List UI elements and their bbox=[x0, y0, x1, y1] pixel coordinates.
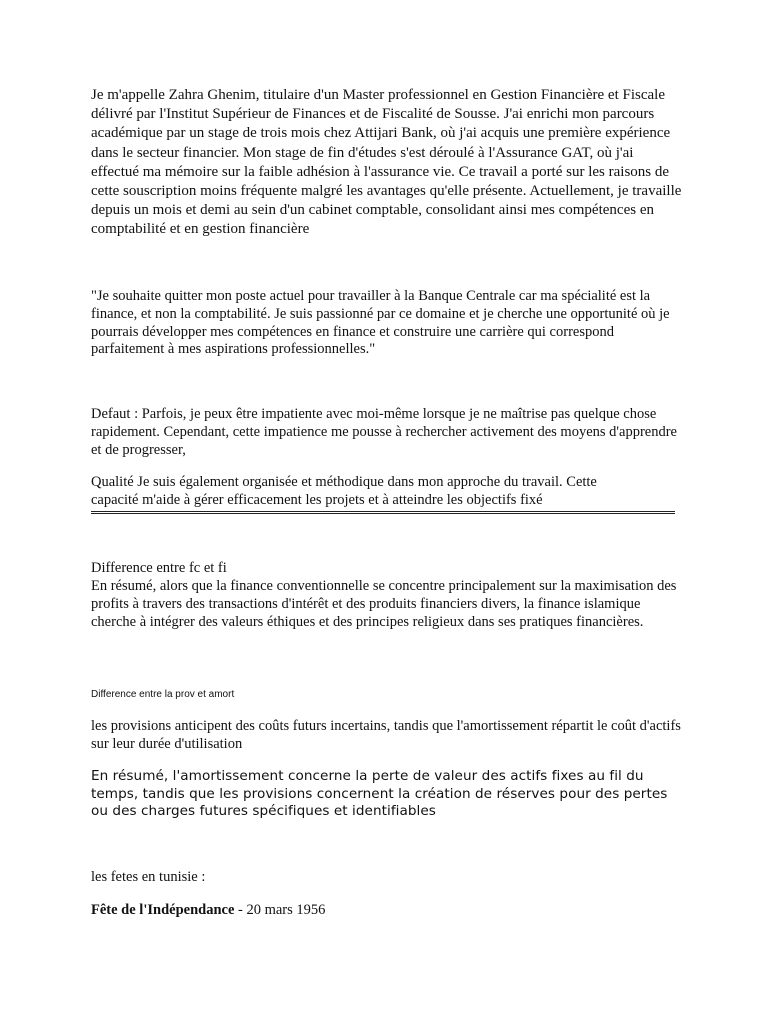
defaut-paragraph: Defaut : Parfois, je peux être impatiente avec moi-même lorsque je ne maîtrise pas quelque chose rapidement. Cependant, cette impatience me pousse à rechercher activement des moyens d'apprendre et de progresser, bbox=[91, 406, 677, 458]
fete-date: - 20 mars 1956 bbox=[234, 902, 326, 918]
prov-amort-heading: Difference entre la prov et amort bbox=[91, 689, 235, 700]
fete-item bbox=[91, 902, 685, 920]
qualite-line-1: Qualité Je suis également organisée et méthodique dans mon approche du travail. Cette bbox=[91, 474, 597, 490]
fete-name: Fête de l'Indépendance bbox=[91, 902, 235, 918]
qualite-paragraph bbox=[91, 474, 685, 514]
motivation-quote-paragraph: "Je souhaite quitter mon poste actuel pour travailler à la Banque Centrale car ma spécialité est la finance, et non la comptabilité. Je suis passionné par ce domaine et je cherche une opportunité où je pourrais développer mes compétences en finance et construire une carrière qui correspond parfaitement à mes aspirations professionnelles." bbox=[91, 288, 670, 358]
fc-fi-heading: Difference entre fc et fi bbox=[91, 560, 227, 576]
fc-fi-paragraph: En résumé, alors que la finance conventionnelle se concentre principalement sur la maximisation des profits à travers des transactions d'intérêt et des produits financiers divers, la finance islamique cherche à intégrer des valeurs éthiques et des principes religieux dans ses pratiques financières. bbox=[91, 578, 677, 630]
qualite-line-2: capacité m'aide à gérer efficacement les projets et à atteindre les objectifs fixé bbox=[91, 492, 675, 514]
amort-summary-paragraph: En résumé, l'amortissement concerne la perte de valeur des actifs fixes au fil du temps, tandis que les provisions concernent la création de réserves pour des pertes ou des charges futures spécifiques et identifiables bbox=[91, 768, 668, 819]
prov-amort-paragraph: les provisions anticipent des coûts futurs incertains, tandis que l'amortissement répartit le coût d'actifs sur leur durée d'utilisation bbox=[91, 718, 681, 752]
intro-paragraph: Je m'appelle Zahra Ghenim, titulaire d'un Master professionnel en Gestion Financière et Fiscale délivré par l'Institut Supérieur de Finances et de Fiscalité de Sousse. J'ai enrichi mon parcours académique par un stage de trois mois chez Attijari Bank, où j'ai acquis une première expérience dans le secteur financier. Mon stage de fin d'études s'est déroulé à l'Assurance GAT, où j'ai effectué ma mémoire sur la faible adhésion à l'assurance vie. Ce travail a porté sur les raisons de cette souscription moins fréquente malgré les avantages qu'elle présente. Actuellement, je travaille depuis un mois et demi au sein d'un cabinet comptable, consolidant ainsi mes compétences en comptabilité et en gestion financière bbox=[91, 87, 682, 238]
fetes-heading: les fetes en tunisie : bbox=[91, 869, 206, 885]
